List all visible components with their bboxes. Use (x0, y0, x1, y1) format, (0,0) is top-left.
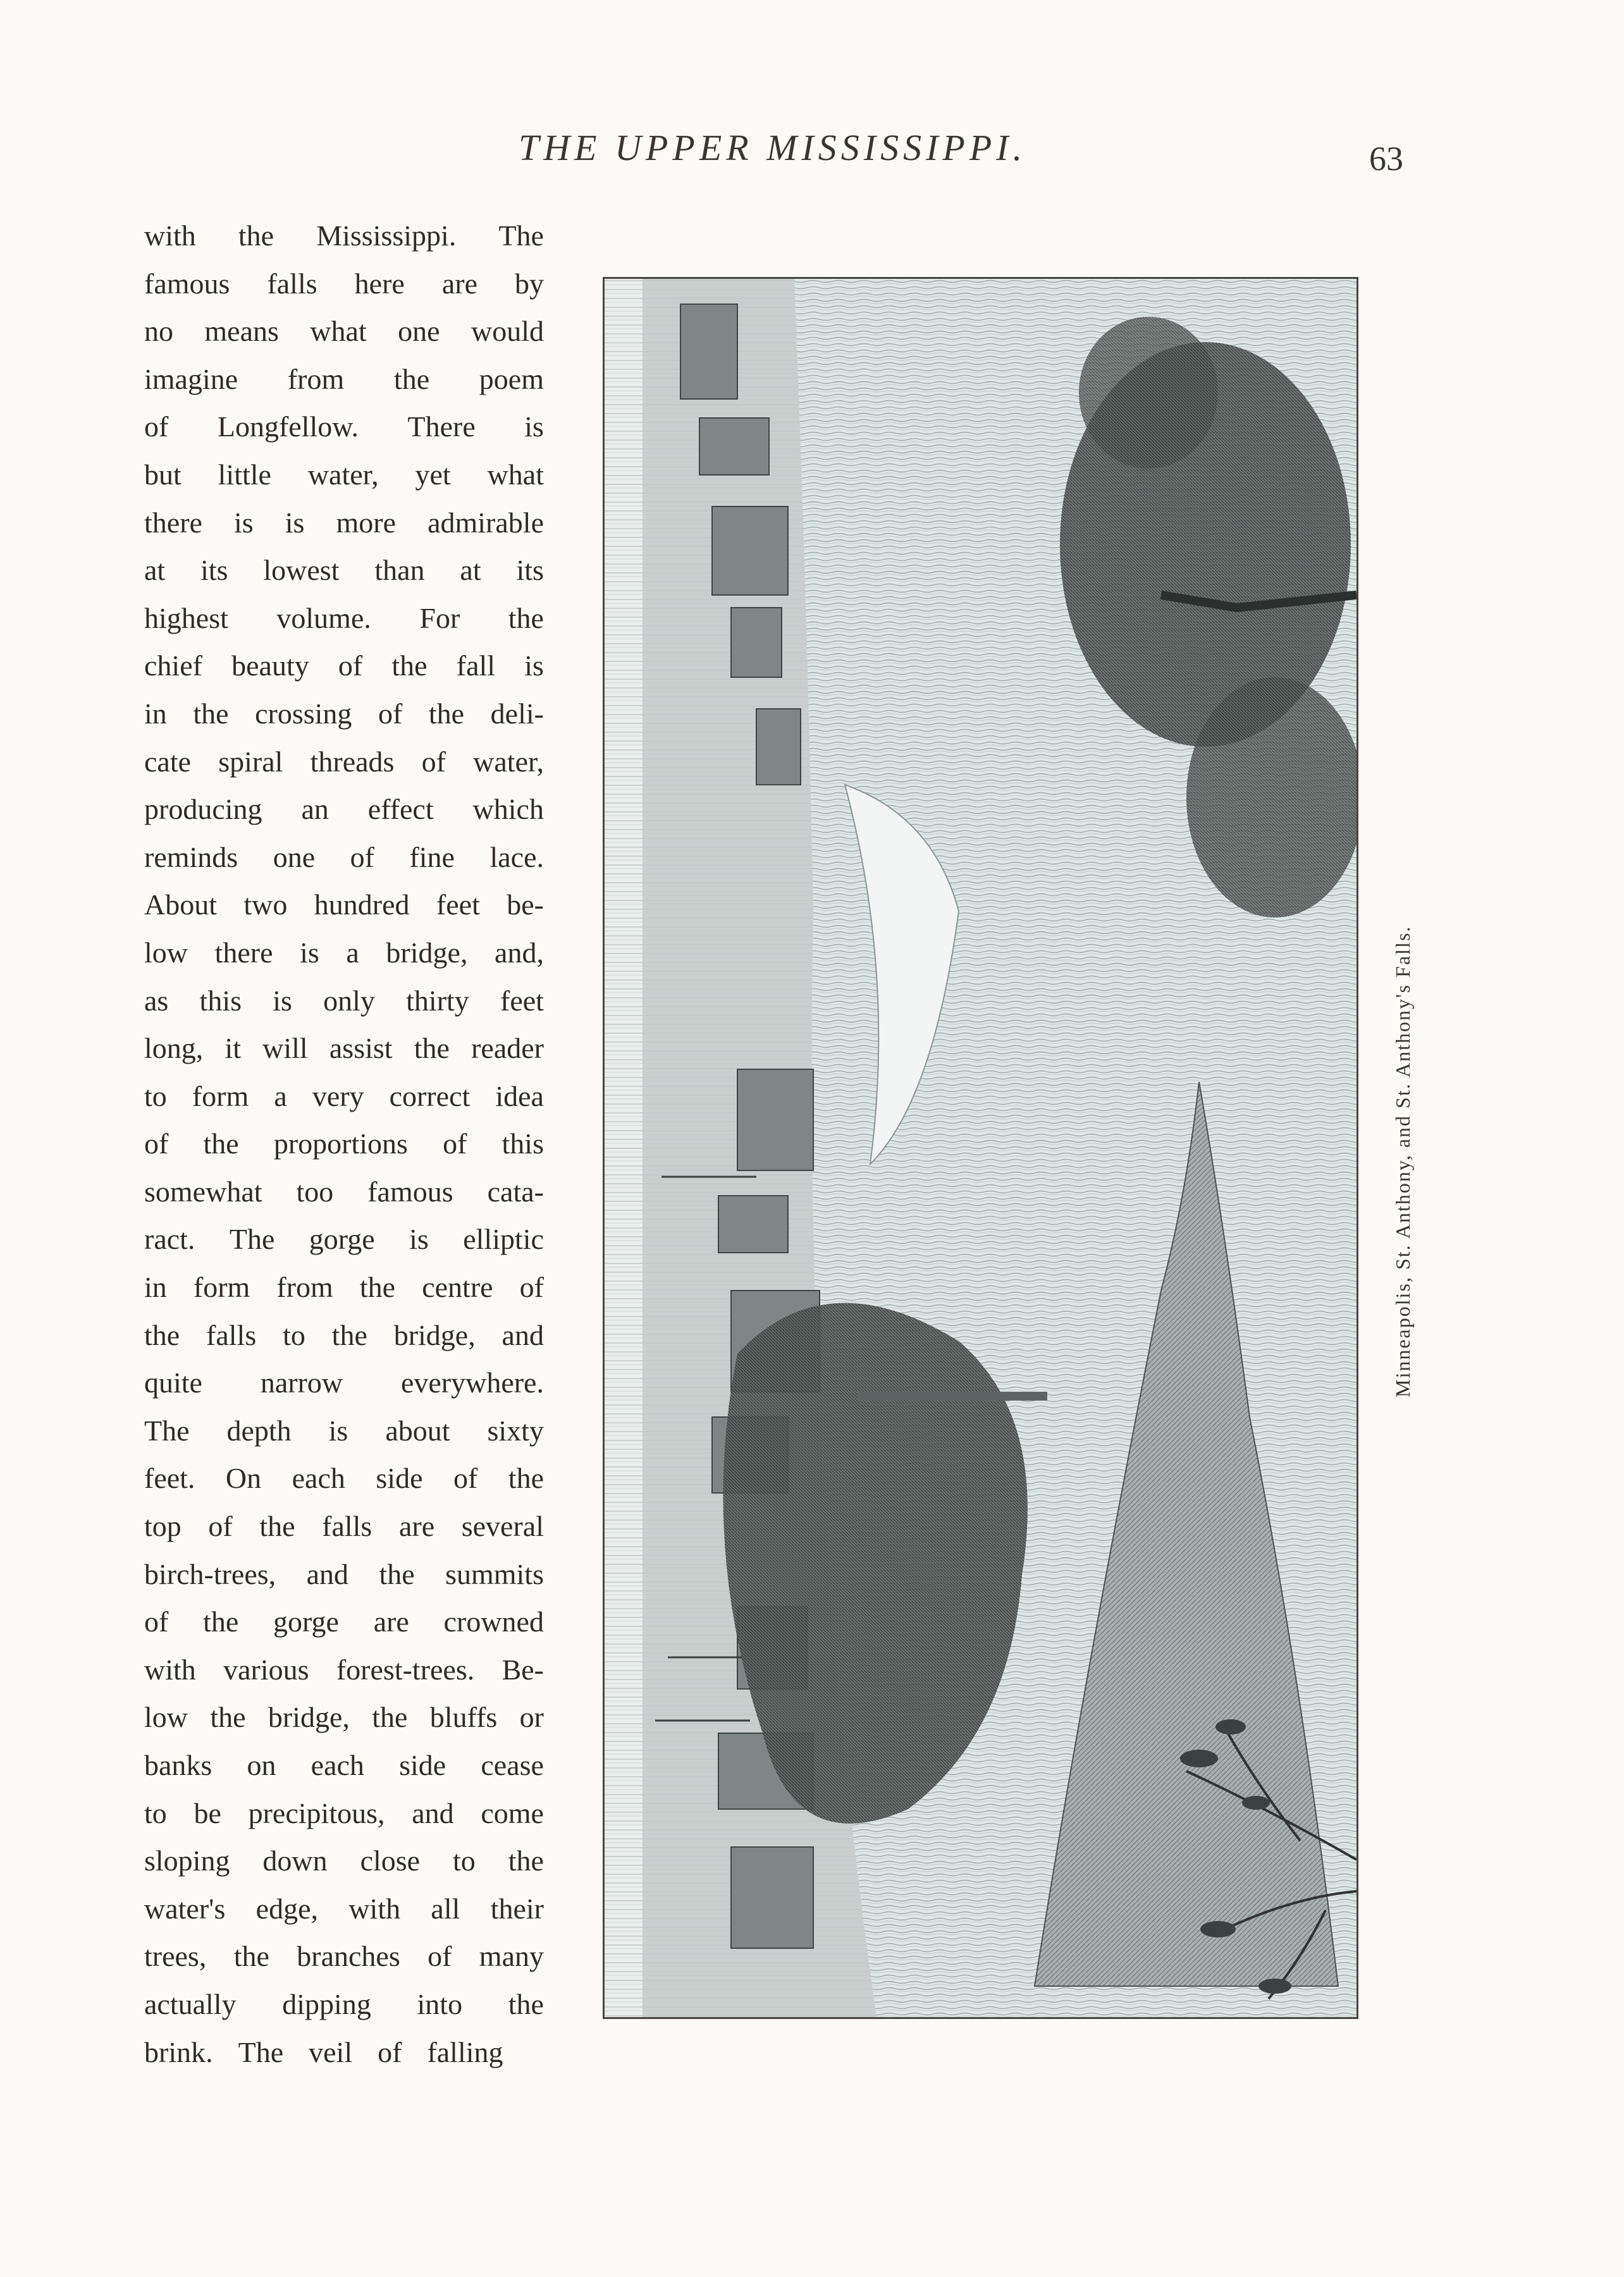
word: cata- (487, 1175, 544, 1208)
word: famous (367, 1175, 453, 1208)
text-line (144, 1837, 544, 1885)
word: banks (144, 1749, 212, 1781)
word: depth (226, 1414, 292, 1447)
text-line (144, 881, 544, 929)
word: elliptic (463, 1223, 544, 1256)
word: Mississippi. (316, 219, 457, 252)
word: centre (422, 1271, 493, 1304)
word: are (398, 1510, 435, 1543)
word: There (407, 410, 476, 443)
word: the (508, 1987, 544, 2020)
word: which (472, 793, 544, 826)
word: of (443, 1127, 467, 1160)
word: dipping (282, 1987, 371, 2020)
text-line (144, 1454, 544, 1502)
word: their (490, 1892, 544, 1925)
word: the (203, 1127, 239, 1160)
word: reader (471, 1032, 544, 1065)
word: fine (409, 840, 455, 873)
word: of (378, 2035, 402, 2068)
word: everywhere. (400, 1366, 544, 1399)
word: The (229, 1223, 275, 1256)
word: gorge (309, 1223, 375, 1256)
word: and (412, 1796, 454, 1829)
word: producing (144, 793, 262, 826)
word: the (259, 1510, 295, 1543)
word: about (385, 1414, 450, 1447)
word: side (376, 1462, 423, 1495)
word: sixty (487, 1414, 544, 1447)
figure-caption: Minneapolis, St. Anthony, and St. Anthony's Falls. (1391, 925, 1414, 1397)
text-line (144, 690, 544, 738)
word: water's (144, 1892, 226, 1925)
word: low (144, 1701, 188, 1734)
word: cate (144, 745, 192, 778)
word: the (233, 1940, 269, 1973)
word: gorge (273, 1605, 339, 1638)
word: Longfellow. (217, 410, 359, 443)
word: sloping (144, 1844, 230, 1877)
word: than (374, 554, 425, 587)
word: very (312, 1079, 364, 1112)
text-line (144, 1407, 544, 1455)
word: of (350, 840, 374, 873)
word: brink. (144, 2035, 213, 2068)
word: hundred (314, 888, 410, 921)
text-line (144, 594, 544, 642)
text-line (144, 1980, 544, 2028)
text-line (144, 355, 544, 403)
word: at (144, 554, 166, 587)
text-line (144, 1550, 544, 1599)
text-line (144, 1741, 544, 1789)
word: to (453, 1844, 476, 1877)
word: the (508, 601, 544, 634)
word: but (144, 458, 181, 491)
word: edge, (255, 1892, 318, 1925)
word: effect (367, 793, 434, 826)
word: in (144, 1271, 167, 1304)
text-line (144, 642, 544, 690)
text-line (144, 929, 544, 977)
word: a (274, 1079, 287, 1112)
word: quite (144, 1366, 202, 1399)
word: On (225, 1462, 262, 1495)
word: its (200, 554, 228, 587)
word: in (144, 697, 167, 730)
word: of (208, 1510, 233, 1543)
word: the (379, 1557, 415, 1590)
word: crowned (443, 1605, 544, 1638)
word: be- (507, 888, 544, 921)
word: there (214, 936, 273, 969)
word: birch-trees, (144, 1557, 276, 1590)
word: famous (144, 267, 230, 300)
text-line (144, 499, 544, 547)
text-line (144, 738, 544, 786)
word: bridge, (393, 1318, 476, 1351)
word: long, (144, 1032, 204, 1065)
word: with (348, 1892, 401, 1925)
word: assist (329, 1032, 393, 1065)
text-line (144, 546, 544, 594)
word: a (346, 936, 359, 969)
word: is (273, 984, 292, 1017)
word: The (498, 219, 544, 252)
word: each (311, 1749, 364, 1781)
word: will (262, 1032, 308, 1065)
word: veil (309, 2035, 353, 2068)
word: close (360, 1844, 421, 1877)
word: The (238, 2035, 284, 2068)
word: the (238, 219, 274, 252)
word: thirty (406, 984, 469, 1017)
word: down (262, 1844, 328, 1877)
word: correct (389, 1079, 471, 1112)
word: imagine (144, 362, 238, 395)
word: feet (500, 984, 544, 1017)
word: of (428, 1940, 452, 1973)
word: several (461, 1510, 544, 1543)
word: of (144, 1605, 169, 1638)
text-line (144, 1215, 544, 1263)
word: what (310, 315, 367, 348)
word: more (336, 506, 397, 539)
text-line (144, 785, 544, 833)
word: no (144, 315, 173, 348)
word: the (210, 1701, 246, 1734)
word: are (373, 1605, 409, 1638)
text-line (144, 1072, 544, 1120)
word: volume. (276, 601, 371, 634)
word: spiral (218, 745, 283, 778)
word: from (287, 362, 345, 395)
word: bluffs (429, 1701, 498, 1734)
page-number: 63 (1369, 140, 1403, 178)
text-line (144, 307, 544, 355)
word: at (460, 554, 481, 587)
word: the (331, 1318, 367, 1351)
text-line (144, 2028, 544, 2077)
word: to (283, 1318, 305, 1351)
word: the (193, 697, 229, 730)
word: precipitous, (248, 1796, 385, 1829)
word: admirable (428, 506, 544, 539)
running-title: THE UPPER MISSISSIPPI. (519, 127, 1027, 168)
word: and (306, 1557, 349, 1590)
text-line (144, 260, 544, 308)
word: is (234, 506, 254, 539)
word: would (471, 315, 544, 348)
word: the (372, 1701, 408, 1734)
word: and (501, 1318, 544, 1351)
word: reminds (144, 840, 238, 873)
engraving-illustration (603, 277, 1358, 2019)
word: form (192, 1079, 249, 1112)
word: low (144, 936, 188, 969)
word: falls (322, 1510, 372, 1543)
word: many (479, 1940, 544, 1973)
word: the (144, 1318, 180, 1351)
word: form (193, 1271, 250, 1304)
word: yet (415, 458, 451, 491)
word: water, (473, 745, 544, 778)
word: cease (481, 1749, 544, 1781)
word: branches (297, 1940, 400, 1973)
word: beauty (231, 649, 309, 682)
word: summits (445, 1557, 544, 1590)
word: the (203, 1605, 239, 1638)
text-line (144, 1263, 544, 1311)
word: it (225, 1032, 241, 1065)
word: actually (144, 1987, 237, 2020)
word: the (508, 1844, 544, 1877)
word: one (273, 840, 316, 873)
text-line (144, 1789, 544, 1838)
word: from (276, 1271, 333, 1304)
text-line (144, 1311, 544, 1359)
word: by (515, 267, 544, 300)
word: is (524, 649, 544, 682)
text-line (144, 1932, 544, 1980)
word: this (501, 1127, 544, 1160)
text-line (144, 1693, 544, 1741)
text-line (144, 1885, 544, 1933)
word: somewhat (144, 1175, 262, 1208)
word: of (519, 1271, 544, 1304)
text-line (144, 1598, 544, 1646)
word: top (144, 1510, 181, 1543)
word: of (421, 745, 446, 778)
bridge (858, 1392, 1047, 1401)
word: is (328, 1414, 348, 1447)
word: deli- (490, 697, 544, 730)
word: what (487, 458, 544, 491)
word: idea (495, 1079, 544, 1112)
word: with (144, 1653, 196, 1686)
word: threads (310, 745, 395, 778)
word: crossing (255, 697, 352, 730)
word: of (144, 1127, 169, 1160)
text-line (144, 1502, 544, 1550)
word: one (398, 315, 440, 348)
text-line (144, 1120, 544, 1168)
word: with (144, 219, 196, 252)
word: or (519, 1701, 544, 1734)
word: falls (267, 267, 317, 300)
word: falling (427, 2035, 503, 2068)
word: ract. (144, 1223, 195, 1256)
text-line (144, 833, 544, 881)
word: The (144, 1414, 190, 1447)
word: two (243, 888, 288, 921)
text-line (144, 212, 544, 260)
word: to (144, 1079, 167, 1112)
word: Be- (501, 1653, 544, 1686)
word: here (354, 267, 405, 300)
word: feet. (144, 1462, 195, 1495)
word: of (378, 697, 403, 730)
text-line (144, 1024, 544, 1072)
word: this (199, 984, 242, 1017)
word: side (399, 1749, 446, 1781)
word: of (453, 1462, 478, 1495)
word: on (247, 1749, 276, 1781)
text-line (144, 451, 544, 499)
text-line (144, 403, 544, 451)
word: come (481, 1796, 544, 1829)
word: its (516, 554, 544, 587)
word: various (223, 1653, 309, 1686)
word: lace. (489, 840, 544, 873)
word: is (524, 410, 544, 443)
word: fall (456, 649, 496, 682)
word: proportions (273, 1127, 408, 1160)
word: trees, (144, 1940, 207, 1973)
word: the (428, 697, 465, 730)
word: is (409, 1223, 429, 1256)
word: there (144, 506, 202, 539)
word: the (508, 1462, 544, 1495)
word: lowest (263, 554, 340, 587)
text-line (144, 977, 544, 1025)
word: is (285, 506, 305, 539)
body-text-column (144, 212, 544, 2076)
word: of (144, 410, 169, 443)
word: highest (144, 601, 228, 634)
word: all (431, 1892, 460, 1925)
word: means (204, 315, 279, 348)
word: water, (307, 458, 379, 491)
word: the (359, 1271, 396, 1304)
word: poem (479, 362, 544, 395)
text-line (144, 1646, 544, 1694)
word: the (391, 649, 428, 682)
word: the (393, 362, 430, 395)
word: the (414, 1032, 450, 1065)
word: only (323, 984, 375, 1017)
word: chief (144, 649, 202, 682)
text-line (144, 1359, 544, 1407)
word: bridge, (386, 936, 468, 969)
word: each (292, 1462, 345, 1495)
word: forest-trees. (336, 1653, 475, 1686)
word: an (301, 793, 329, 826)
word: be (194, 1796, 221, 1829)
word: is (300, 936, 319, 969)
word: too (296, 1175, 334, 1208)
word: narrow (260, 1366, 343, 1399)
word: falls (206, 1318, 257, 1351)
word: little (218, 458, 271, 491)
word: bridge, (268, 1701, 350, 1734)
word: of (338, 649, 363, 682)
word: as (144, 984, 169, 1017)
word: feet (436, 888, 480, 921)
word: to (144, 1796, 167, 1829)
word: into (417, 1987, 463, 2020)
word: For (419, 601, 460, 634)
word: are (441, 267, 477, 300)
word: About (144, 888, 217, 921)
word: and, (495, 936, 544, 969)
text-line (144, 1168, 544, 1216)
